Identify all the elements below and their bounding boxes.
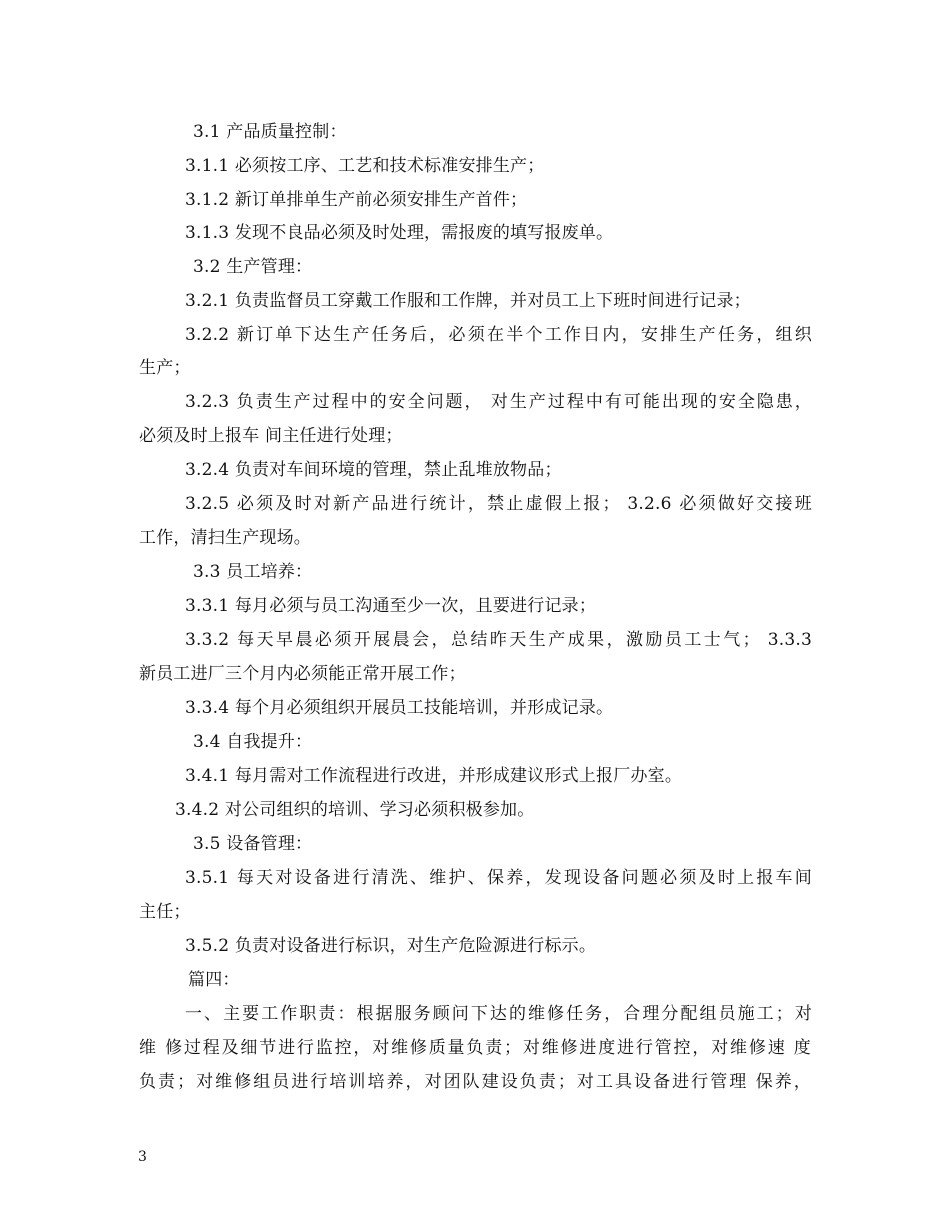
paragraph-line: 一、主要工作职责：根据服务顾问下达的维修任务，合理分配组员施工；对 (185, 1004, 812, 1024)
paragraph-line: 3.2.5 必须及时对新产品进行统计，禁止虚假上报； 3.2.6 必须做好交接班 (185, 494, 812, 514)
paragraph-line: 生产； (139, 358, 191, 378)
paragraph-line: 3.2.4 负责对车间环境的管理，禁止乱堆放物品； (185, 460, 562, 480)
paragraph-line: 3.4.2 对公司组织的培训、学习必须积极参加。 (175, 800, 535, 820)
paragraph-line: 3.2.2 新订单下达生产任务后，必须在半个工作日内，安排生产任务，组织 (185, 325, 812, 345)
paragraph-line: 3.5.2 负责对设备进行标识，对生产危险源进行标示。 (185, 936, 597, 956)
paragraph-line: 3.1.3 发现不良品必须及时处理，需报废的填写报废单。 (185, 223, 614, 243)
paragraph-line: 3.2.3 负责生产过程中的安全问题， 对生产过程中有可能出现的安全隐患， (185, 392, 812, 412)
paragraph-line: 3.5.1 每天对设备进行清洗、维护、保养，发现设备问题必须及时上报车间 (185, 868, 812, 888)
chapter-heading: 篇四： (188, 970, 240, 990)
paragraph-line: 负责；对维修组员进行培训培养，对团队建设负责；对工具设备进行管理 保养， (139, 1072, 811, 1092)
paragraph-line: 主任； (139, 902, 191, 922)
section-heading-3-3: 3.3 员工培养： (193, 562, 313, 582)
paragraph-line: 3.1.2 新订单排单生产前必须安排生产首件； (185, 190, 528, 210)
paragraph-line: 新员工进厂三个月内必须能正常开展工作； (139, 664, 466, 684)
page-number: 3 (138, 1149, 147, 1165)
section-heading-3-5: 3.5 设备管理： (193, 834, 313, 854)
paragraph-line: 3.2.1 负责监督员工穿戴工作服和工作牌，并对员工上下班时间进行记录； (185, 291, 751, 311)
paragraph-line: 3.4.1 每月需对工作流程进行改进，并形成建议形式上报厂办室。 (185, 766, 683, 786)
paragraph-line: 3.3.4 每个月必须组织开展员工技能培训，并形成记录。 (185, 698, 614, 718)
section-heading-3-2: 3.2 生产管理： (193, 257, 313, 277)
section-heading-3-4: 3.4 自我提升： (193, 732, 313, 752)
paragraph-line: 工作，清扫生产现场。 (139, 528, 311, 548)
paragraph-line: 3.3.2 每天早晨必须开展晨会，总结昨天生产成果，激励员工士气； 3.3.3 (185, 630, 812, 650)
section-heading-3-1: 3.1 产品质量控制： (193, 122, 347, 142)
paragraph-line: 3.3.1 每月必须与员工沟通至少一次，且要进行记录； (185, 596, 597, 616)
paragraph-line: 维 修过程及细节进行监控，对维修质量负责；对维修进度进行管控，对维修速 度 (139, 1038, 811, 1058)
paragraph-line: 必须及时上报车 间主任进行处理； (139, 426, 403, 446)
paragraph-line: 3.1.1 必须按工序、工艺和技术标准安排生产； (185, 156, 545, 176)
